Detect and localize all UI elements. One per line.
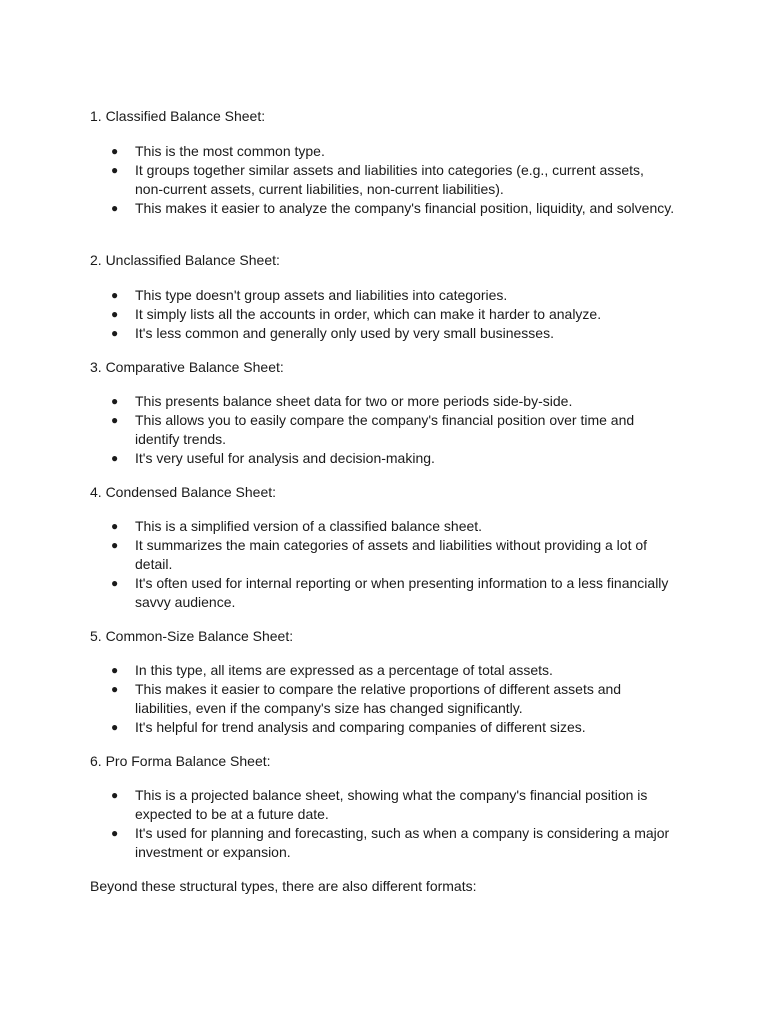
list-item: ● It's less common and generally only used by very small businesses. bbox=[111, 325, 554, 341]
bullet-icon: ● bbox=[111, 451, 119, 465]
list-item: ● It's often used for internal reporting or when presenting information to a less financially savvy audience. bbox=[111, 575, 669, 610]
bullet-list bbox=[0, 786, 768, 862]
bullet-icon: ● bbox=[111, 201, 119, 215]
bullet-icon: ● bbox=[111, 682, 119, 696]
bullet-list bbox=[0, 142, 768, 218]
list-item: ● It simply lists all the accounts in order, which can make it harder to analyze. bbox=[111, 306, 602, 322]
list-item: ● This type doesn't group assets and liabilities into categories. bbox=[111, 287, 508, 303]
bullet-icon: ● bbox=[111, 144, 119, 158]
list-item: ● This is a simplified version of a classified balance sheet. bbox=[111, 518, 483, 534]
list-item: ● This is the most common type. bbox=[111, 143, 325, 159]
bullet-icon: ● bbox=[111, 394, 119, 408]
bullet-icon: ● bbox=[111, 720, 119, 734]
list-item: ● In this type, all items are expressed as a percentage of total assets. bbox=[111, 662, 553, 678]
bullet-icon: ● bbox=[111, 663, 119, 677]
list-item: ● This makes it easier to analyze the company's financial position, liquidity, and solvency. bbox=[111, 200, 675, 216]
bullet-icon: ● bbox=[111, 519, 119, 533]
list-item: ● It summarizes the main categories of assets and liabilities without providing a lot of detail. bbox=[111, 537, 648, 572]
bullet-icon: ● bbox=[111, 413, 119, 427]
list-item: ● It groups together similar assets and liabilities into categories (e.g., current assets, non-current assets, current liabilities, non-current liabilities). bbox=[111, 162, 644, 197]
bullet-list bbox=[0, 392, 768, 468]
section-heading: 1. Classified Balance Sheet: bbox=[90, 108, 266, 124]
list-item: ● This allows you to easily compare the company's financial position over time and identify trends. bbox=[111, 412, 635, 447]
section-heading: 6. Pro Forma Balance Sheet: bbox=[90, 753, 271, 769]
bullet-icon: ● bbox=[111, 163, 119, 177]
list-item: ● It's helpful for trend analysis and comparing companies of different sizes. bbox=[111, 719, 586, 735]
section-heading: 4. Condensed Balance Sheet: bbox=[90, 484, 277, 500]
section-heading: 3. Comparative Balance Sheet: bbox=[90, 359, 284, 375]
bullet-icon: ● bbox=[111, 538, 119, 552]
closing-paragraph: Beyond these structural types, there are also different formats: bbox=[90, 878, 477, 894]
section-heading: 2. Unclassified Balance Sheet: bbox=[90, 252, 280, 268]
list-item: ● It's used for planning and forecasting, such as when a company is considering a major investment or expansion. bbox=[111, 825, 670, 860]
bullet-list bbox=[0, 517, 768, 612]
list-item: ● This is a projected balance sheet, showing what the company's financial position is expected to be at a future date. bbox=[111, 787, 648, 822]
bullet-icon: ● bbox=[111, 788, 119, 802]
bullet-icon: ● bbox=[111, 826, 119, 840]
bullet-icon: ● bbox=[111, 307, 119, 321]
bullet-icon: ● bbox=[111, 326, 119, 340]
bullet-icon: ● bbox=[111, 576, 119, 590]
bullet-list bbox=[0, 286, 768, 343]
section-heading: 5. Common-Size Balance Sheet: bbox=[90, 628, 294, 644]
list-item: ● This presents balance sheet data for two or more periods side-by-side. bbox=[111, 393, 573, 409]
bullet-icon: ● bbox=[111, 288, 119, 302]
bullet-list bbox=[0, 661, 768, 737]
list-item: ● It's very useful for analysis and decision-making. bbox=[111, 450, 435, 466]
list-item: ● This makes it easier to compare the relative proportions of different assets and liabilities, even if the company's size has changed significantly. bbox=[111, 681, 622, 716]
